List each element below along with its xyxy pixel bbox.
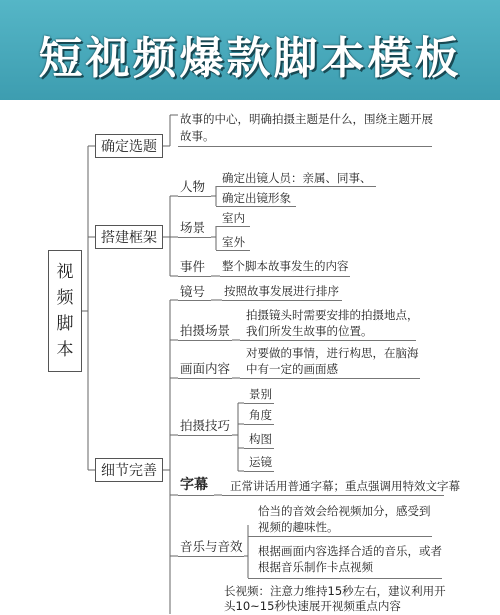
people-item1: 确定出镜人员：亲属、同事、 — [222, 171, 372, 185]
technique-item-underline — [244, 424, 274, 425]
event-underline — [178, 276, 211, 277]
scene-item1-underline — [216, 226, 250, 227]
technique-item-underline — [244, 471, 274, 472]
framework-node: 搭建框架 — [95, 225, 163, 249]
technique-label: 拍摄技巧 — [180, 418, 231, 433]
topic-desc-line2: 故事。 — [180, 129, 215, 143]
topic-node: 确定选题 — [95, 134, 163, 158]
technique-item: 景别 — [249, 387, 272, 401]
people-label: 人物 — [180, 179, 206, 194]
event-item1-underline — [220, 276, 350, 277]
technique-item: 角度 — [249, 408, 272, 422]
people-underline — [178, 196, 211, 197]
music-desc2-underline — [248, 578, 442, 579]
topic-underline — [178, 146, 432, 147]
content-underline — [178, 378, 232, 379]
details-node: 细节完善 — [95, 458, 163, 482]
location-label: 拍摄场景 — [180, 323, 231, 338]
scene-label: 场景 — [180, 220, 206, 235]
scene-item2-underline — [216, 250, 250, 251]
location-desc-underline — [240, 340, 416, 341]
shot-underline — [178, 300, 211, 301]
people-item2: 确定出镜形象 — [222, 191, 291, 205]
technique-underline — [178, 435, 232, 436]
root-node: 视 频 脚 本 — [48, 250, 82, 372]
music-desc1-line1: 恰当的音效会给视频加分，感受到 — [258, 504, 431, 518]
subtitle-desc: 正常讲话用普通字幕；重点强调用特效文字幕 — [230, 479, 460, 493]
shot-label: 镜号 — [180, 284, 206, 299]
content-label: 画面内容 — [180, 361, 231, 376]
topic-desc-line1: 故事的中心，明确拍摄主题是什么，围绕主题开展 — [180, 112, 433, 126]
music-desc2-line1: 根据画面内容选择合适的音乐，或者 — [258, 544, 442, 558]
subtitle-label: 字幕 — [180, 477, 208, 493]
music-underline — [178, 556, 244, 557]
scene-underline — [178, 237, 211, 238]
music-desc1-line2: 视频的趣味性。 — [258, 520, 339, 534]
people-item2-underline — [216, 206, 296, 207]
people-item1-underline — [216, 186, 376, 187]
event-label: 事件 — [180, 259, 206, 274]
music-label: 音乐与音效 — [180, 539, 243, 554]
music-desc1-underline — [248, 536, 432, 537]
shot-desc-underline — [222, 300, 342, 301]
content-desc-line2: 中有一定的画面感 — [246, 362, 338, 376]
technique-item: 构图 — [249, 432, 272, 446]
subtitle-underline — [178, 495, 214, 496]
shot-desc: 按照故事发展进行排序 — [224, 284, 339, 298]
page-title: 短视频爆款脚本模板 — [38, 33, 462, 84]
length-desc-line1: 长视频：注意力维持15秒左右，建议利用开 — [224, 584, 446, 598]
technique-item-underline — [244, 403, 274, 404]
location-underline — [178, 340, 232, 341]
event-item1: 整个脚本故事发生的内容 — [222, 259, 349, 273]
content-desc-underline — [240, 378, 420, 379]
content-desc-line1: 对要做的事情，进行构思，在脑海 — [246, 346, 419, 360]
length-desc-line2: 头10~15秒快速展开视频重点内容 — [224, 599, 401, 613]
scene-item1: 室内 — [222, 211, 245, 225]
music-desc2-line2: 根据音乐制作卡点视频 — [258, 560, 373, 574]
location-desc-line1: 拍摄镜头时需要安排的拍摄地点， — [246, 308, 419, 322]
location-desc-line2: 我们所发生故事的位置。 — [246, 324, 373, 338]
scene-item2: 室外 — [222, 235, 245, 249]
technique-item-underline — [244, 448, 274, 449]
technique-item: 运镜 — [249, 455, 272, 469]
subtitle-desc-underline — [222, 495, 444, 496]
